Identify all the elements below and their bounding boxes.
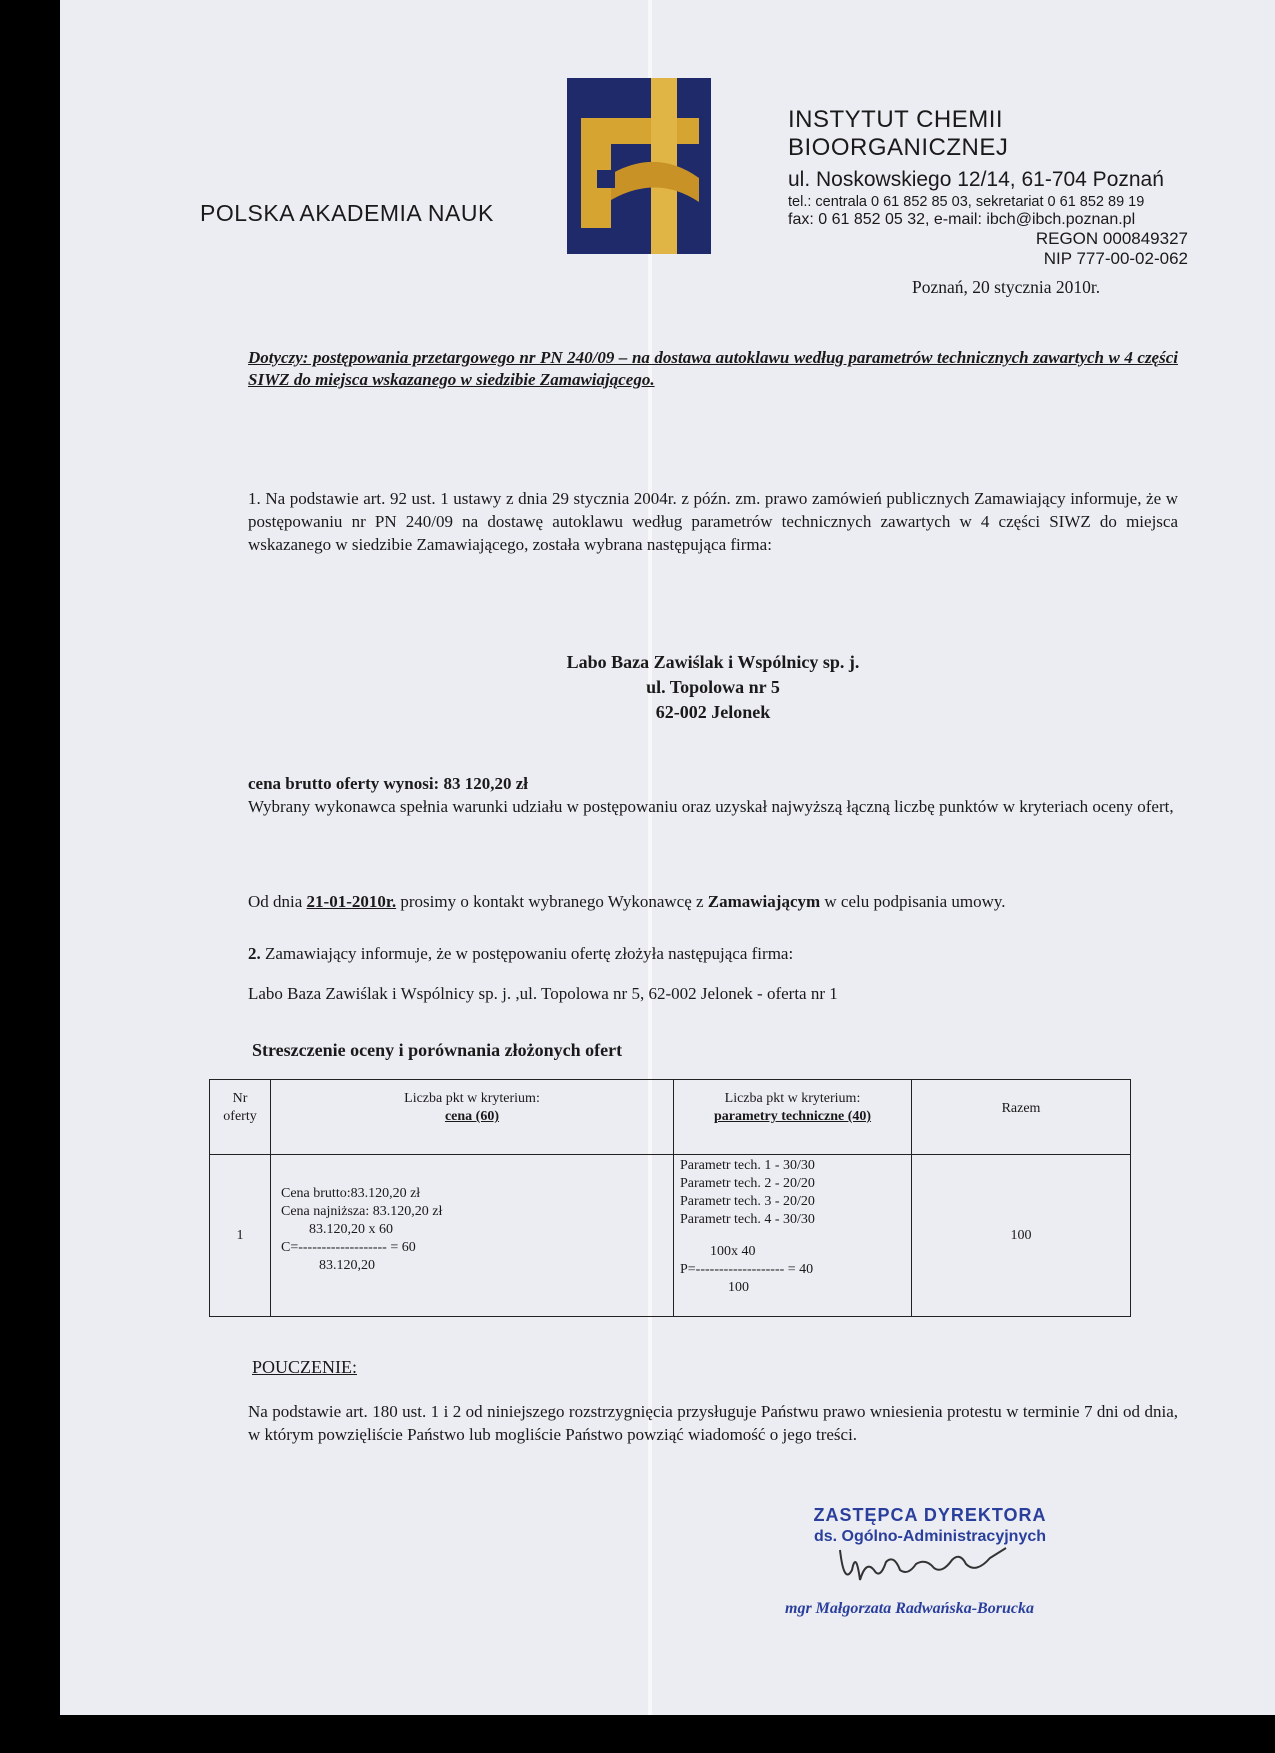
pouczenie-title: POUCZENIE: bbox=[252, 1357, 357, 1377]
row-param: Parametr tech. 1 - 30/30 Parametr tech. 2 - 20/20 Parametr tech. 3 - 20/20 Parametr tech. 4 - 30/30 100x 40 P=------------------- = 40 100 bbox=[674, 1155, 912, 1317]
paper-fold bbox=[648, 0, 652, 1715]
winner-name: Labo Baza Zawiślak i Wspólnicy sp. j. bbox=[566, 652, 860, 672]
institute-regon: REGON 000849327 bbox=[1035, 229, 1188, 248]
handwritten-signature bbox=[830, 1540, 1030, 1590]
offer-line: Labo Baza Zawiślak i Wspólnicy sp. j. ,ul. Topolowa nr 5, 62-002 Jelonek - oferta nr 1 bbox=[248, 984, 838, 1003]
paragraph-2 bbox=[248, 942, 1178, 965]
winner-city: 62-002 Jelonek bbox=[655, 702, 771, 722]
stamp-department: ds. Ogólno-Administracyjnych bbox=[813, 1528, 1047, 1545]
table-row bbox=[210, 1155, 1131, 1317]
institute-logo bbox=[567, 78, 711, 254]
paragraph-2-text: Zamawiający informuje, że w postępowaniu ofertę złożyła następująca firma: bbox=[260, 944, 794, 963]
price-section bbox=[248, 772, 1178, 818]
pouczenie-text: Na podstawie art. 180 ust. 1 i 2 od niniejszego rozstrzygnięcia przysługuje Państwu prawo wniesienia protestu w terminie 7 dni od dnia, w którym powzięliście Państwo lub mogliście Państwo powziąć wiadomość o jego treści. bbox=[248, 1402, 1178, 1444]
paragraph-2-number: 2. bbox=[248, 944, 261, 963]
row-total: 100 bbox=[912, 1155, 1131, 1317]
header-param: Liczba pkt w kryterium: parametry techniczne (40) bbox=[674, 1080, 912, 1155]
header-nr: Nr oferty bbox=[210, 1080, 271, 1155]
price-label: cena brutto oferty wynosi: 83 120,20 zł bbox=[248, 774, 528, 793]
institute-header bbox=[788, 106, 1188, 269]
row-nr: 1 bbox=[210, 1155, 271, 1317]
subject-line: Dotyczy: postępowania przetargowego nr PN 240/09 – na dostawa autoklawu według parametrów technicznych zawartych w 4 części SIWZ do miejsca wskazanego w siedzibie Zamawiającego. bbox=[248, 348, 1178, 389]
contact-sentence bbox=[248, 890, 1178, 913]
contact-party: Zamawiającym bbox=[707, 892, 821, 911]
contact-date: 21-01-2010r. bbox=[306, 892, 397, 911]
ranking-table bbox=[209, 1079, 1131, 1317]
institute-phone: tel.: centrala 0 61 852 85 03, sekretariat 0 61 852 89 19 bbox=[788, 194, 1145, 210]
document-date: Poznań, 20 stycznia 2010r. bbox=[912, 277, 1101, 297]
table-header-row bbox=[210, 1080, 1131, 1155]
contact-suffix: w celu podpisania umowy. bbox=[820, 892, 1006, 911]
row-cena: Cena brutto:83.120,20 zł Cena najniższa: 83.120,20 zł 83.120,20 x 60 C=------------------- = 60 83.120,20 bbox=[271, 1155, 674, 1317]
header-cena: Liczba pkt w kryterium: cena (60) bbox=[271, 1080, 674, 1155]
contact-prefix: Od dnia bbox=[248, 892, 307, 911]
stamp-title: ZASTĘPCA DYREKTORA bbox=[813, 1505, 1047, 1525]
price-text: Wybrany wykonawca spełnia warunki udziału w postępowaniu oraz uzyskał najwyższą łączną liczbę punktów w kryteriach oceny ofert, bbox=[248, 797, 1174, 816]
academy-name: POLSKA AKADEMIA NAUK bbox=[200, 200, 494, 226]
stamp-signatory: mgr Małgorzata Radwańska-Borucka bbox=[785, 1600, 1034, 1617]
contact-middle: prosimy o kontakt wybranego Wykonawcę z bbox=[396, 892, 708, 911]
summary-title: Streszczenie oceny i porównania złożonych ofert bbox=[252, 1040, 623, 1060]
institute-nip: NIP 777-00-02-062 bbox=[1043, 249, 1188, 268]
paragraph-1: 1. Na podstawie art. 92 ust. 1 ustawy z dnia 29 stycznia 2004r. z późn. zm. prawo zamówień publicznych Zamawiający informuje, że w postępowaniu nr PN 240/09 na dostawę autoklawu według parametrów technicznych zawartych w 4 części SIWZ do miejsca wskazanego w siedzibie Zamawiającego, została wybrana następująca firma: bbox=[248, 489, 1178, 554]
header-total: Razem bbox=[912, 1080, 1131, 1155]
institute-fax: fax: 0 61 852 05 32, e-mail: ibch@ibch.poznan.pl bbox=[788, 211, 1136, 228]
winner-address bbox=[248, 650, 1178, 725]
institute-name: INSTYTUT CHEMII BIOORGANICZNEJ bbox=[788, 106, 1009, 161]
winner-street: ul. Topolowa nr 5 bbox=[646, 677, 780, 697]
institute-address: ul. Noskowskiego 12/14, 61-704 Poznań bbox=[788, 168, 1164, 191]
